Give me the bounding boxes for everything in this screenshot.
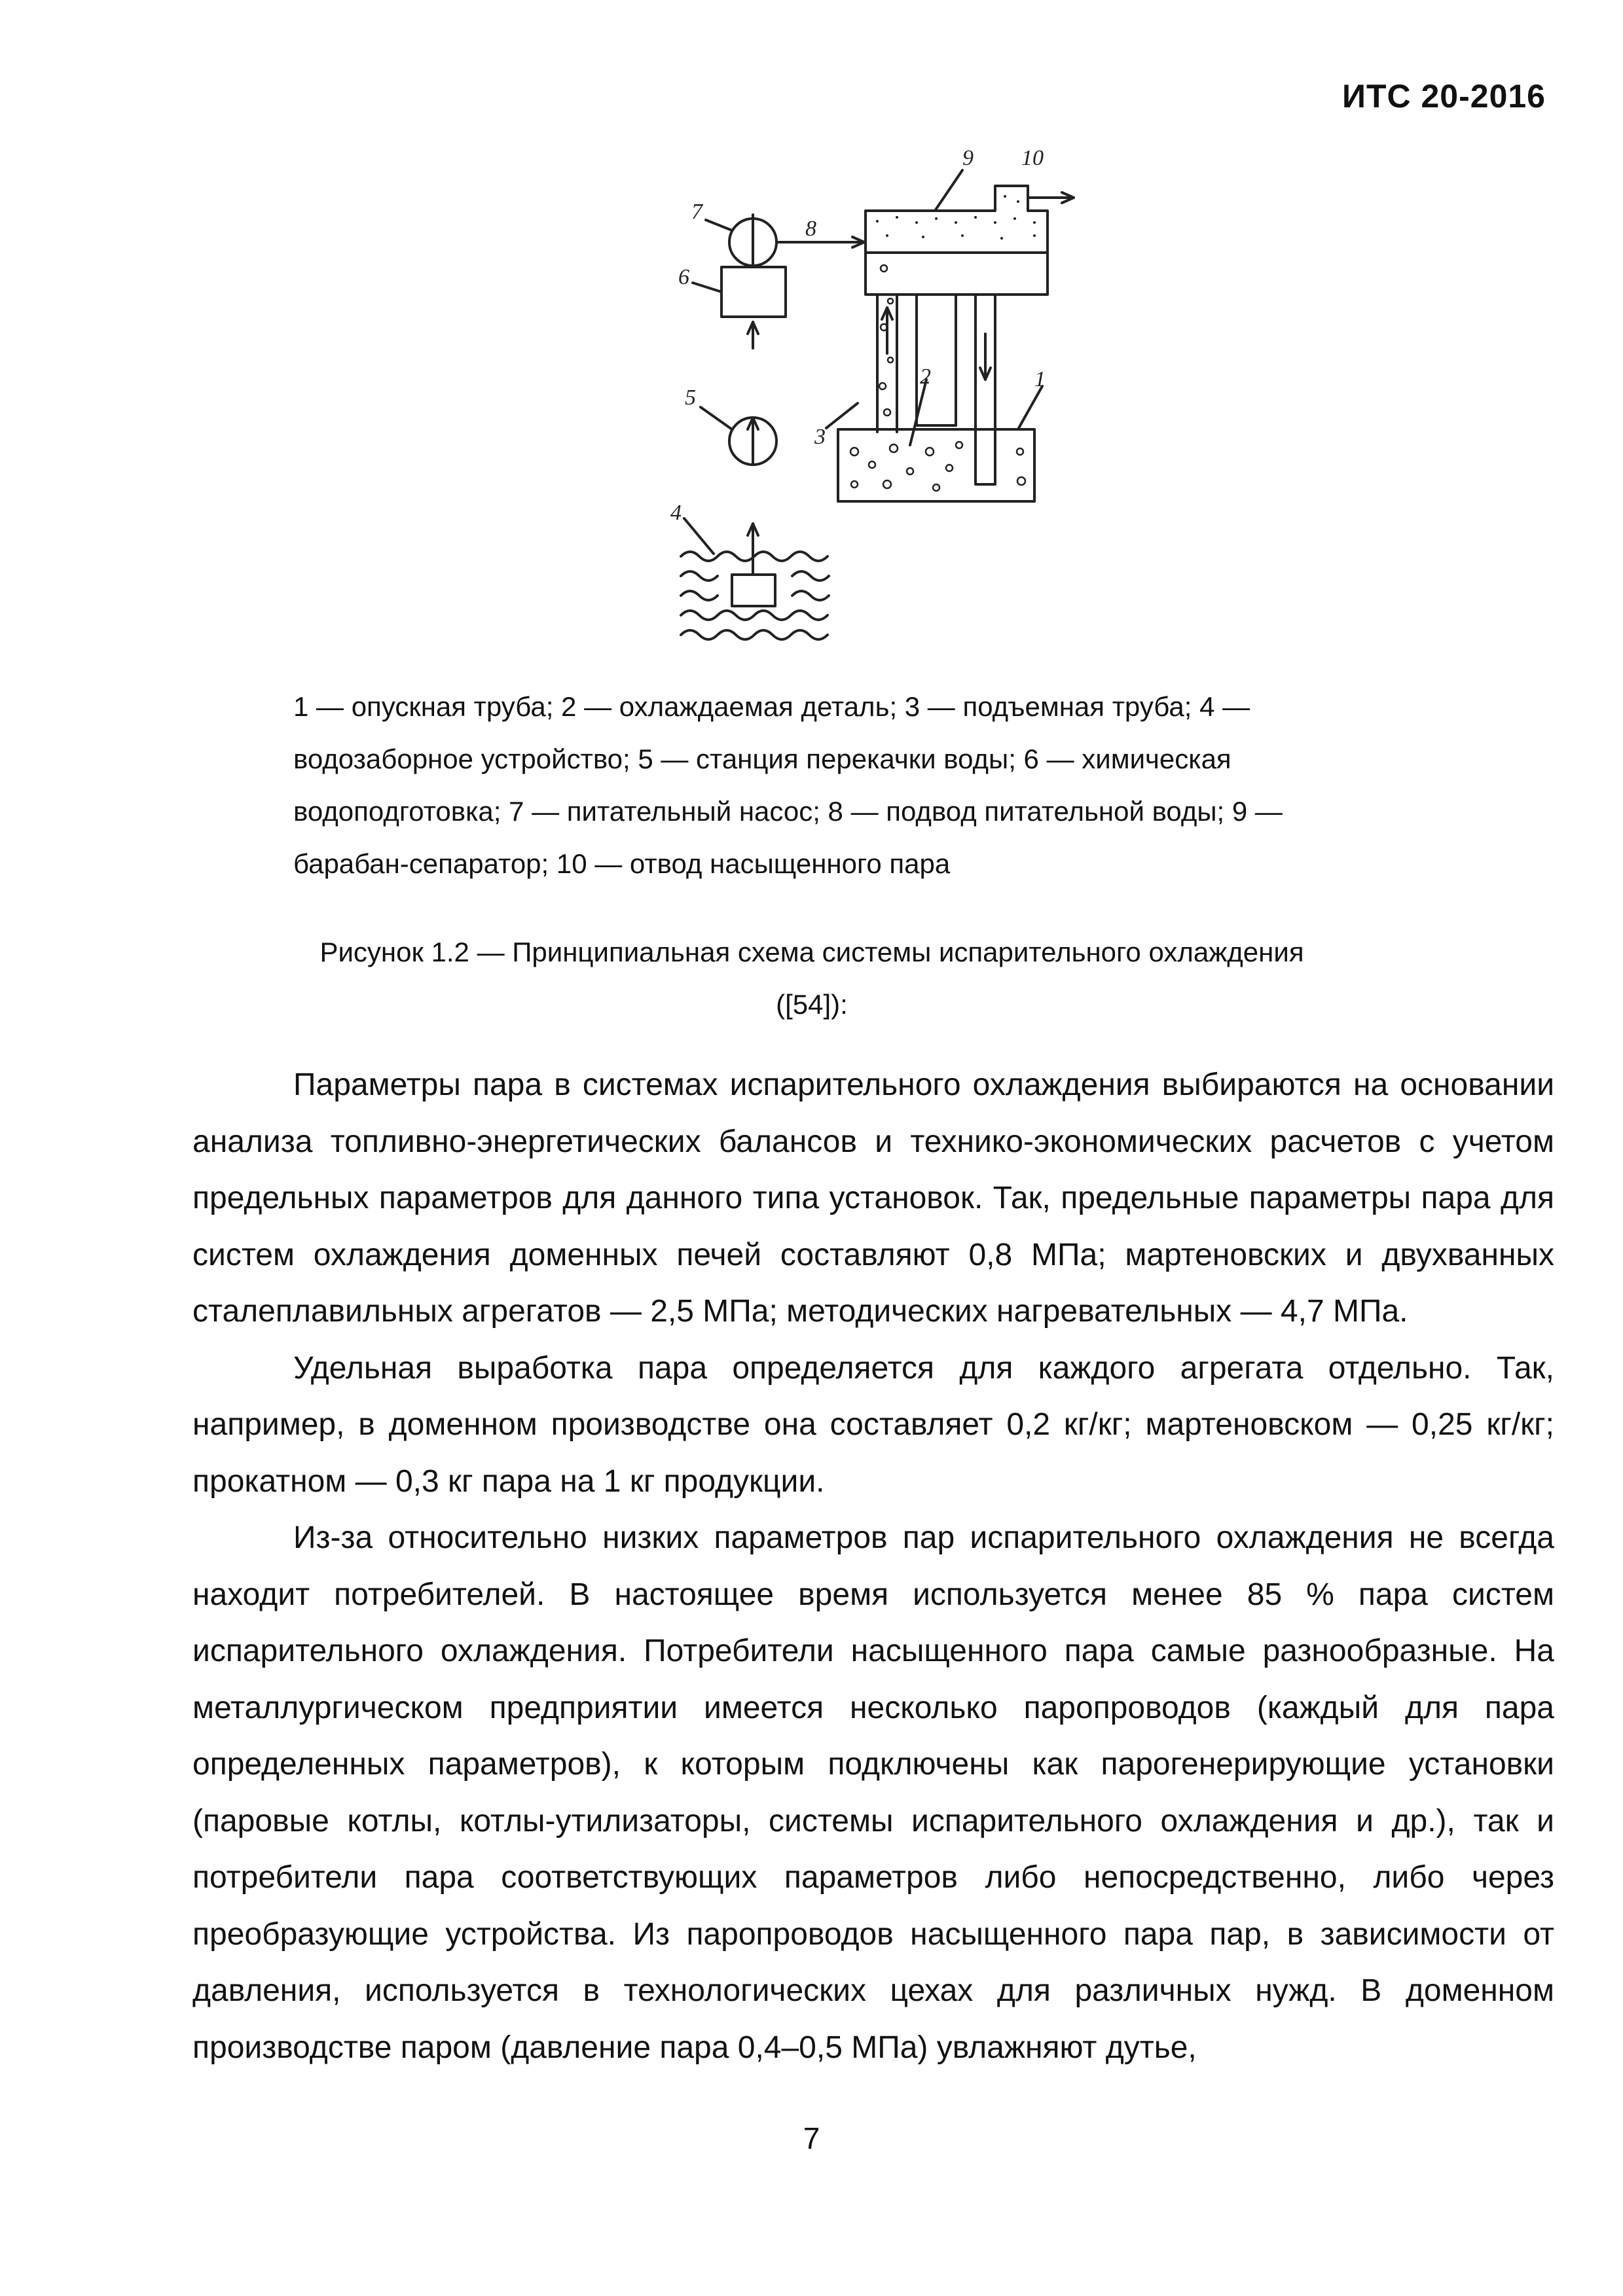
pipe-inside-part	[976, 429, 995, 484]
paragraph: Параметры пара в системах испарительного охлаждения выбираются на основании анализа топливно-энергетических балансов и технико-экономических расчетов с учетом предельных параметров для данного типа установок. Так, предельные параметры пара для систем охлаждения доменных печей составляют 0,8 МПа; мартеновских и двухванных сталеплавильных агрегатов — 2,5 МПа; методических нагревательных — 4,7 МПа.	[192, 1067, 1554, 1329]
water-intake-4	[732, 575, 775, 606]
figure-label-10: 10	[1021, 146, 1044, 170]
figure-label-3: 3	[814, 425, 826, 449]
figure-evaporative-cooling-diagram	[629, 137, 1100, 648]
leader-7	[706, 220, 732, 230]
diagram-svg	[629, 137, 1100, 648]
figure-label-2: 2	[920, 365, 931, 389]
figure-label-6: 6	[678, 265, 689, 289]
figure-label-8: 8	[805, 217, 816, 241]
leader-4	[684, 518, 714, 554]
water-treatment-6	[721, 267, 786, 317]
arrow-down-downcomer	[980, 334, 991, 380]
page-number: 7	[803, 2121, 820, 2155]
leader-6	[693, 283, 721, 292]
figure-label-1: 1	[1034, 367, 1046, 391]
paragraph: Удельная выработка пара определяется для каждого агрегата отдельно. Так, например, в доменном производстве она составляет 0,2 кг/кг; мартеновском — 0,25 кг/кг; прокатном — 0,3 кг пара на 1 кг продукции.	[192, 1350, 1554, 1499]
figure-label-4: 4	[670, 501, 682, 525]
steam-dots	[876, 195, 1036, 240]
figure-label-5: 5	[685, 386, 696, 410]
legend-line: водоподготовка; 7 — питательный насос; 8 — подвод питательной воды; 9 —	[293, 796, 1283, 827]
figure-label-9: 9	[962, 146, 974, 170]
leader-3	[826, 403, 858, 428]
water-waves	[681, 552, 829, 639]
leader-5	[701, 407, 732, 429]
figure-legend	[293, 681, 1406, 890]
leader-1	[1019, 386, 1042, 428]
figure-caption	[131, 926, 1493, 1031]
legend-line: водозаборное устройство; 5 — станция перекачки воды; 6 — химическая	[293, 744, 1231, 774]
legend-line: барабан-сепаратор; 10 — отвод насыщенного пара	[293, 848, 951, 879]
body-text	[192, 1057, 1554, 2076]
paragraph: Из-за относительно низких параметров пар испарительного охлаждения не всегда находит потребителей. В настоящее время используется менее 85 % пара систем испарительного охлаждения. Потребители насыщенного пара самые разнообразные. На металлургическом предприятии имеется несколько паропроводов (каждый для пара определенных параметров), к которым подключены как парогенерирующие установки (паровые котлы, котлы-утилизаторы, системы испарительного охлаждения и др.), так и потребители пара соответствующих параметров либо непосредственно, либо через преобразующие устройства. Из паропроводов насыщенного пара пар, в зависимости от давления, используется в технологических цехах для различных нужд. В доменном производстве паром (давление пара 0,4–0,5 МПа) увлажняют дутье,	[192, 1520, 1554, 2065]
figure-caption-line-2: ([54]):	[776, 989, 848, 1020]
figure-label-7: 7	[691, 200, 702, 224]
figure-caption-line-1: Рисунок 1.2 — Принципиальная схема системы испарительного охлаждения	[319, 937, 1304, 967]
legend-line: 1 — опускная труба; 2 — охлаждаемая деталь; 3 — подъемная труба; 4 —	[293, 691, 1250, 722]
leader-2	[910, 380, 926, 445]
document-id-header: ИТС 20-2016	[1342, 78, 1546, 115]
leader-9	[935, 170, 962, 211]
